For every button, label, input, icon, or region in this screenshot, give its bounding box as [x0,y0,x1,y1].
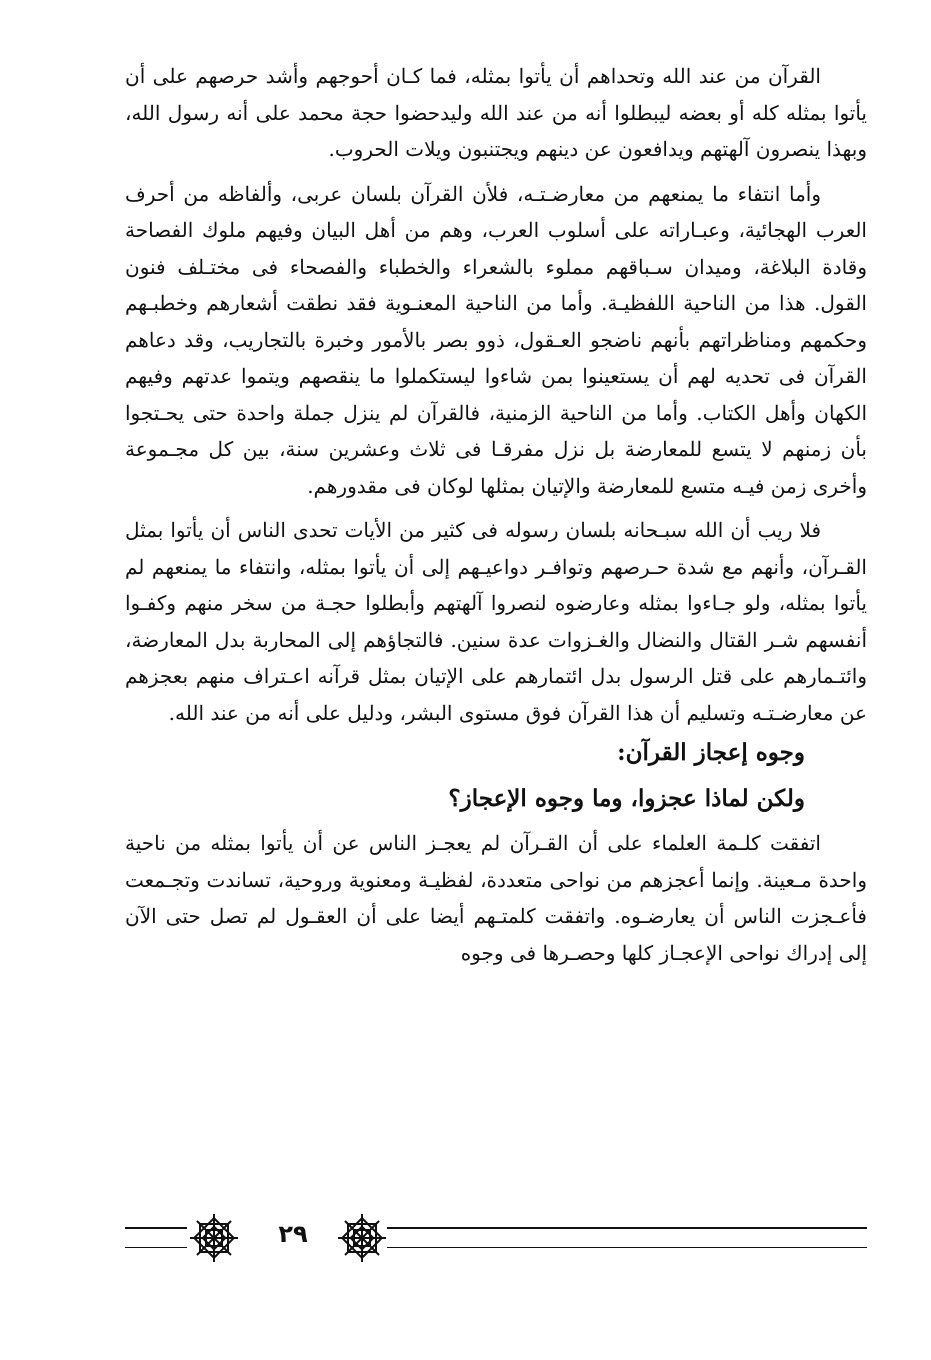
paragraph-no-doubt: فلا ريب أن الله سبـحانه بلسان رسوله فى كثير من الأيات تحدى الناس أن يأتوا بمثل القـرآن، وأنهم مع شدة حـرصهم وتوافـر دواعيـهم إلى أن يأتوا بمثله، وانتفاء ما يمنعهم لم يأتوا بمثله، ولو جـاءوا بمثله وعارضوه لنصروا آلهتهم وأبطلوا حجـة من سخر منهم وكفـوا أنفسهم شـر القتال والنضال والغـزوات عدة سنين. فالتجاؤهم إلى المحاربة بدل المعارضة، وائتـمارهم على قتل الرسول بدل ائتمارهم على الإتيان بمثل قرآنه اعـتراف منهم بعجزهم عن معارضـتـه وتسليم أن هذا القرآن فوق مستوى البشر، ودليل على أنه من عند الله. [125,518,867,725]
page-footer [125,1208,867,1268]
paragraph-scholars-agreed: اتفقت كلـمة العلماء على أن القـرآن لم يعجـز الناس عن أن يأتوا بمثله من ناحية واحدة مـعينة. وإنما أعجزهم من نواحى متعددة، لفظيـة ومعنوية وروحية، تساندت وتجـمعت فأعـجزت الناس أن يعارضـوه. واتفقت كلمتـهم أيضا على أن العقـول لم تصل حتى الآن إلى إدراك نواحى الإعجـاز كلها وحصـرها فى وجوه [125,831,867,965]
eight-point-star-knot-icon [187,1211,241,1265]
footer-rule-left-top [125,1227,187,1229]
footer-rule-right-top [387,1227,867,1229]
section-heading-aspects-of-inimitability: وجوه إعجاز القرآن: [617,739,805,766]
paragraph-absence-of-obstacles: وأما انتفاء ما يمنعهم من معارضـتـه، فلأن القرآن بلسان عربى، وألفاظه من أحرف العرب الهجائية، وعبـاراته على أسلوب العرب، وهم من أهل البيان وفيهم ملوك الفصاحة وقادة البلاغة، وميدان سـباقهم مملوء بالشعراء والخطباء والفصحاء فى مختـلف فنون القول. هذا من الناحية اللفظيـة. وأما من الناحية المعنـوية فقد نطقت أشعارهم وخطبـهم وحكمهم ومناظراتهم بأنهم ناضجو العـقول، ذوو بصر بالأمور وخبرة بالتجاريب، وقد دعاهم القرآن فى تحديه لهم أن يستعينوا بمن شاءوا ليستكملوا ما ينقصهم ويتموا عدتهم وفيهم الكهان وأهل الكتاب. وأما من الناحية الزمنية، فالقرآن لم ينزل جملة واحدة حتى يحـتجوا بأن زمنهم لا يتسع للمعارضة بل نزل مفرقـا فى ثلاث وعشرين سنة، بين كل مجـموعة وأخرى زمن فيـه متسع للمعارضة والإتيان بمثلها لوكان فى مقدورهم. [125,181,867,498]
page-body-text [125,58,867,971]
eight-point-star-knot-icon [335,1211,389,1265]
footer-rule-left-bottom [125,1247,187,1248]
footer-rule-right-bottom [387,1247,867,1248]
page-number: ٢٩ [278,1220,308,1248]
paragraph-quran-challenge-ending: القرآن من عند الله وتحداهم أن يأتوا بمثله، فما كـان أحوجهم وأشد حرصهم على أن يأتوا بمثله كله أو بعضه ليبطلوا أنه من عند الله وليدحضوا حجة محمد على أنه رسول الله، وبهذا ينصرون آلهتهم ويدافعون عن دينهم ويجتنبون ويلات الحروب. [125,64,867,161]
section-subheading-why-they-failed: ولكن لماذا عجزوا، وما وجوه الإعجاز؟ [448,785,805,812]
